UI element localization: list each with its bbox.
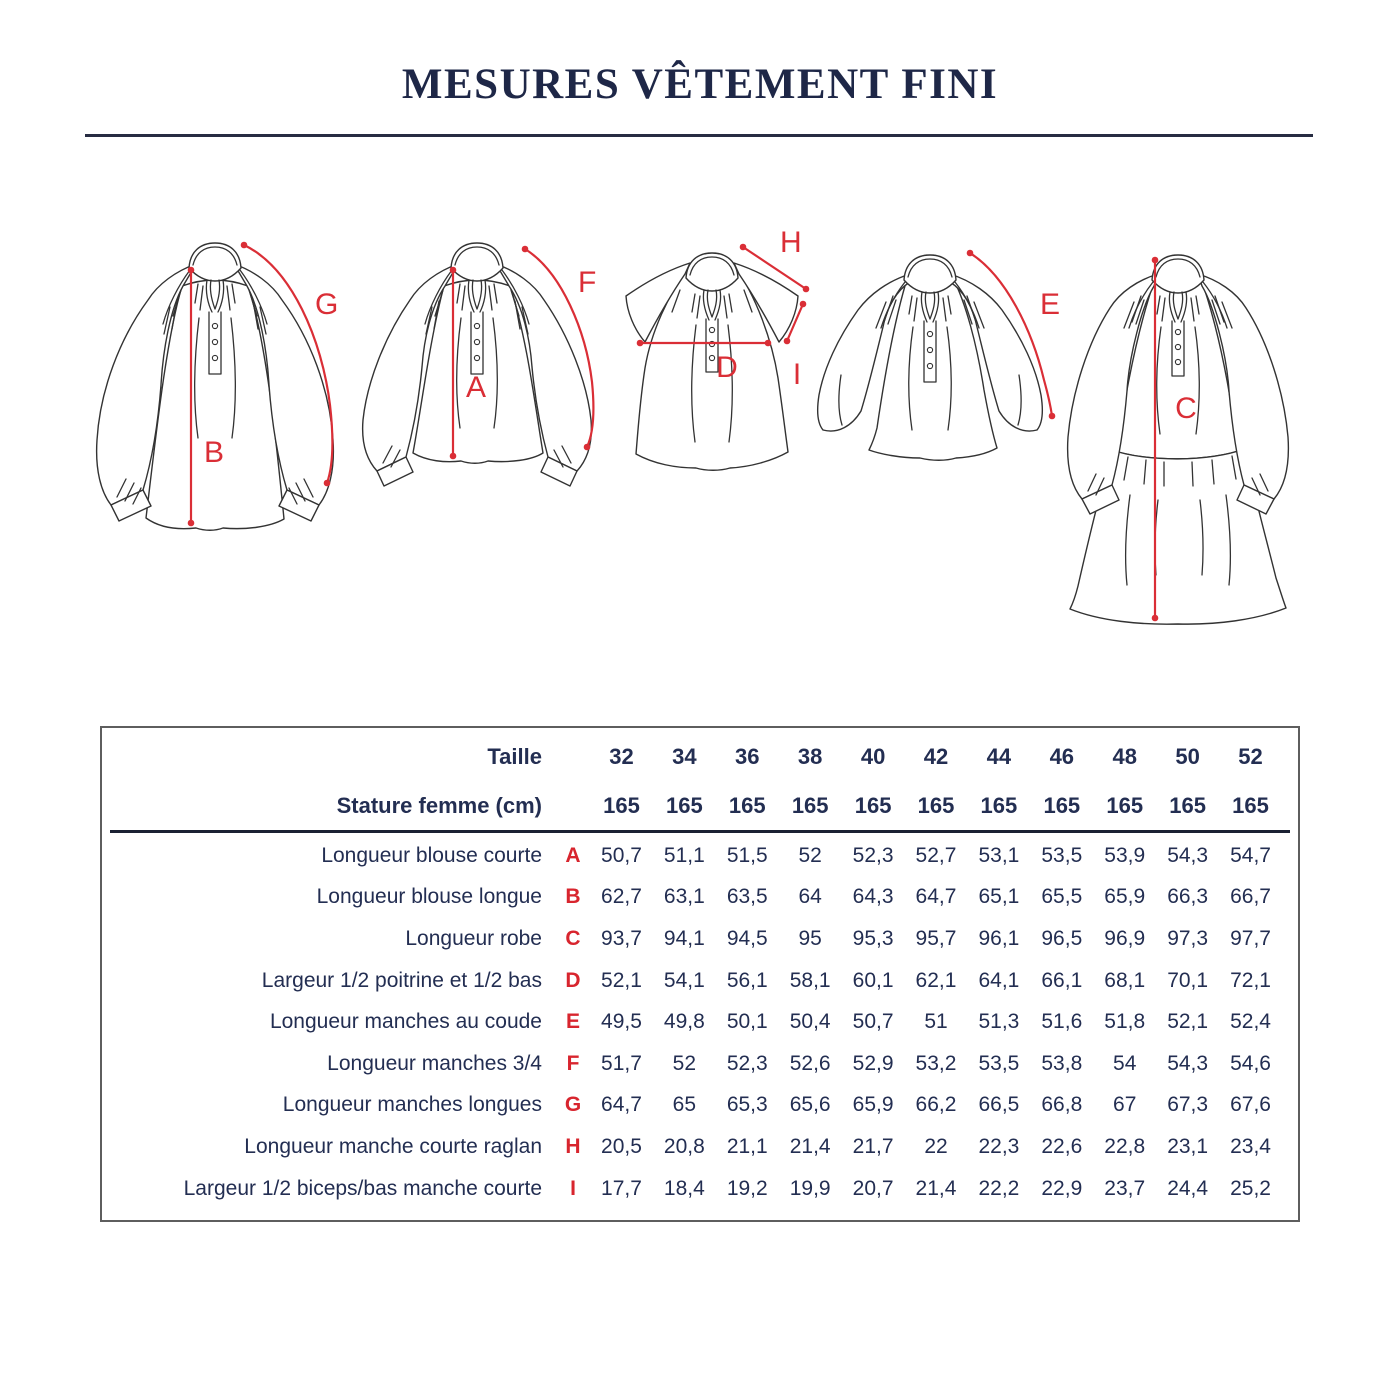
stature-header-label: Stature femme (cm): [336, 792, 542, 818]
measurement-value: 20,5: [601, 1134, 642, 1158]
page-title: MESURES VÊTEMENT FINI: [401, 61, 999, 108]
measurement-value: 22,3: [978, 1134, 1020, 1158]
measurements-table: [100, 726, 1300, 1222]
header-separator: [110, 830, 1290, 833]
measurement-label: Longueur blouse courte: [321, 843, 542, 867]
measurement-value: 50,4: [789, 1010, 831, 1034]
measurement-value: 52,3: [726, 1051, 768, 1075]
measurement-value: 52,4: [1230, 1010, 1271, 1034]
measurement-label: Longueur manche courte raglan: [244, 1134, 542, 1158]
measurement-label: Longueur manches longues: [282, 1093, 542, 1117]
measurement-value: 96,5: [1041, 926, 1083, 950]
measurement-value: 66,3: [1167, 885, 1209, 909]
measurement-value: 65,6: [789, 1093, 831, 1117]
size-value: 40: [860, 744, 886, 769]
measurement-value: 23,1: [1167, 1134, 1209, 1158]
measurement-label: Largeur 1/2 biceps/bas manche courte: [183, 1176, 542, 1200]
measurement-value: 95,3: [852, 926, 894, 950]
garment-blouse-longue-drawing: [97, 242, 339, 531]
measurement-value: 65: [672, 1093, 697, 1117]
measurement-value: 17,7: [601, 1176, 642, 1200]
measurement-value: 19,9: [789, 1176, 831, 1200]
measurement-label: Longueur robe: [405, 926, 542, 950]
measurement-value: 95: [798, 926, 822, 950]
measurement-value: 53,1: [978, 843, 1020, 867]
measurement-value: 52: [672, 1051, 697, 1075]
measurement-value: 19,2: [726, 1176, 768, 1200]
measurement-value: 62,7: [601, 885, 642, 909]
measurement-value: 64,7: [601, 1093, 642, 1117]
size-value: 48: [1112, 744, 1137, 769]
measurement-value: 64: [798, 885, 822, 909]
table-header-sizes: [116, 731, 1282, 783]
measure-letter-h: H: [780, 226, 802, 259]
measurement-value: 94,5: [726, 926, 768, 950]
stature-value: 165: [1232, 792, 1269, 818]
measurement-label: Longueur manches 3/4: [327, 1051, 542, 1075]
measure-letter-g: G: [315, 288, 339, 321]
size-value: 34: [672, 744, 697, 769]
measurement-value: 51,7: [601, 1051, 642, 1075]
size-value: 42: [923, 744, 949, 769]
measurement-letter: G: [564, 1093, 582, 1117]
measurement-letter: I: [570, 1176, 576, 1200]
measurement-letter: F: [566, 1051, 580, 1075]
measurement-label: Longueur manches au coude: [269, 1010, 542, 1034]
measurement-row: [116, 1043, 1282, 1085]
measurement-value: 18,4: [663, 1176, 705, 1200]
measurement-value: 52,7: [915, 843, 957, 867]
measurement-value: 62,1: [915, 968, 957, 992]
measurement-value: 63,5: [726, 885, 768, 909]
table-header-stature: [116, 783, 1282, 828]
measurement-value: 51,5: [726, 843, 768, 867]
measurement-value: 93,7: [601, 926, 642, 950]
garment-manches-courtes-drawing: [626, 226, 809, 470]
size-value: 38: [797, 744, 823, 769]
measure-letter-i: I: [792, 358, 802, 391]
measurement-letter: H: [565, 1134, 581, 1158]
measurement-value: 23,7: [1104, 1176, 1146, 1200]
stature-value: 165: [1043, 792, 1081, 818]
measurement-value: 51,1: [663, 843, 705, 867]
measurement-value: 56,1: [726, 968, 768, 992]
measurement-row: [116, 1001, 1282, 1043]
garment-blouse-courte-drawing: [363, 243, 597, 486]
measurement-value: 95,7: [915, 926, 957, 950]
measurement-value: 66,7: [1230, 885, 1271, 909]
measurement-value: 66,5: [978, 1093, 1020, 1117]
stature-value: 165: [603, 792, 640, 818]
garment-diagrams: [0, 190, 1400, 650]
measure-letter-a: A: [466, 371, 487, 404]
garment-manches-coude-drawing: [818, 250, 1060, 461]
measurement-value: 21,1: [726, 1134, 768, 1158]
measurement-value: 65,9: [1104, 885, 1146, 909]
measure-letter-d: D: [716, 351, 738, 384]
measurement-value: 66,1: [1041, 968, 1083, 992]
measurement-value: 65,9: [852, 1093, 894, 1117]
measurement-value: 54,3: [1167, 1051, 1209, 1075]
measurement-row: [116, 960, 1282, 1002]
measurement-letter: C: [565, 926, 581, 950]
size-value: 32: [609, 744, 634, 769]
measurement-value: 21,4: [789, 1134, 831, 1158]
size-value: 46: [1049, 744, 1075, 769]
stature-value: 165: [1106, 792, 1144, 818]
measurement-value: 22,8: [1104, 1134, 1146, 1158]
measurement-value: 51,3: [978, 1010, 1020, 1034]
measurement-value: 51,6: [1041, 1010, 1083, 1034]
measurement-value: 58,1: [789, 968, 831, 992]
stature-value: 165: [1169, 792, 1206, 818]
size-value: 52: [1238, 744, 1263, 769]
stature-value: 165: [791, 792, 829, 818]
measurement-value: 96,9: [1104, 926, 1146, 950]
measurement-value: 54: [1113, 1051, 1137, 1075]
measurement-value: 67,3: [1167, 1093, 1209, 1117]
measurement-letter: E: [565, 1010, 580, 1034]
measurement-row: [116, 835, 1282, 877]
measurement-value: 64,7: [915, 885, 957, 909]
stature-value: 165: [980, 792, 1018, 818]
measurement-value: 23,4: [1230, 1134, 1271, 1158]
table-body: [116, 835, 1282, 1209]
measurement-value: 52,3: [852, 843, 894, 867]
measurement-label: Longueur blouse longue: [316, 885, 542, 909]
measurement-value: 60,1: [852, 968, 894, 992]
measurement-value: 65,3: [726, 1093, 768, 1117]
measurement-value: 97,7: [1230, 926, 1271, 950]
measurement-value: 96,1: [978, 926, 1020, 950]
measurement-value: 64,3: [852, 885, 894, 909]
measurement-value: 67: [1113, 1093, 1137, 1117]
measurement-value: 54,6: [1230, 1051, 1271, 1075]
measurement-value: 51: [924, 1010, 948, 1034]
measurement-row: [116, 877, 1282, 919]
measurement-value: 50,7: [601, 843, 642, 867]
measurement-value: 70,1: [1167, 968, 1209, 992]
measurement-value: 52: [798, 843, 822, 867]
measurement-row: [116, 1126, 1282, 1168]
size-value: 44: [986, 744, 1012, 769]
measurement-value: 94,1: [663, 926, 705, 950]
measure-letter-e: E: [1040, 288, 1061, 321]
measurement-value: 68,1: [1104, 968, 1146, 992]
stature-value: 165: [854, 792, 892, 818]
measurement-value: 66,2: [915, 1093, 957, 1117]
measurement-value: 54,1: [663, 968, 705, 992]
measurement-value: 52,9: [852, 1051, 894, 1075]
measurement-value: 65,1: [978, 885, 1020, 909]
measurement-letter: D: [565, 968, 581, 992]
measurement-value: 49,8: [663, 1010, 705, 1034]
measurement-row: [116, 1168, 1282, 1210]
measurement-value: 53,8: [1041, 1051, 1083, 1075]
size-value: 36: [735, 744, 760, 769]
measurement-row: [116, 918, 1282, 960]
measurement-value: 72,1: [1230, 968, 1271, 992]
measurement-value: 52,1: [1167, 1010, 1209, 1034]
measurement-value: 54,7: [1230, 843, 1271, 867]
measurement-label: Largeur 1/2 poitrine et 1/2 bas: [261, 968, 542, 992]
measurement-value: 20,8: [663, 1134, 705, 1158]
measurement-row: [116, 1085, 1282, 1127]
measurement-value: 22,6: [1041, 1134, 1083, 1158]
size-header-label: Taille: [487, 744, 542, 769]
measure-letter-f: F: [578, 266, 597, 299]
measure-letter-c: C: [1175, 392, 1197, 425]
measurement-value: 53,5: [1041, 843, 1083, 867]
stature-value: 165: [917, 792, 955, 818]
measurement-value: 63,1: [663, 885, 705, 909]
measurement-value: 67,6: [1230, 1093, 1271, 1117]
measurement-value: 52,6: [789, 1051, 831, 1075]
measurement-value: 53,2: [915, 1051, 957, 1075]
measurement-value: 49,5: [601, 1010, 642, 1034]
measurement-value: 64,1: [978, 968, 1020, 992]
measurement-value: 97,3: [1167, 926, 1209, 950]
measurement-value: 22,2: [978, 1176, 1020, 1200]
measurement-value: 24,4: [1167, 1176, 1209, 1200]
measurement-value: 52,1: [601, 968, 642, 992]
stature-value: 165: [728, 792, 766, 818]
measurement-value: 22,9: [1041, 1176, 1083, 1200]
measure-letter-b: B: [204, 436, 225, 469]
measurement-value: 20,7: [852, 1176, 894, 1200]
measurement-value: 22: [924, 1134, 948, 1158]
measurement-value: 53,9: [1104, 843, 1146, 867]
garment-robe-drawing: [1068, 255, 1289, 624]
measurement-value: 66,8: [1041, 1093, 1083, 1117]
measurement-value: 65,5: [1041, 885, 1083, 909]
measurement-value: 51,8: [1104, 1010, 1146, 1034]
measurement-value: 25,2: [1230, 1176, 1271, 1200]
measurement-letter: B: [565, 885, 581, 909]
measurement-value: 21,7: [852, 1134, 894, 1158]
measurement-value: 21,4: [915, 1176, 957, 1200]
measurement-value: 50,7: [852, 1010, 894, 1034]
measurement-value: 54,3: [1167, 843, 1209, 867]
measurement-letter: A: [565, 843, 581, 867]
measurement-value: 50,1: [726, 1010, 768, 1034]
measurement-value: 53,5: [978, 1051, 1020, 1075]
title-divider: [85, 134, 1313, 137]
size-value: 50: [1175, 744, 1200, 769]
stature-value: 165: [666, 792, 703, 818]
